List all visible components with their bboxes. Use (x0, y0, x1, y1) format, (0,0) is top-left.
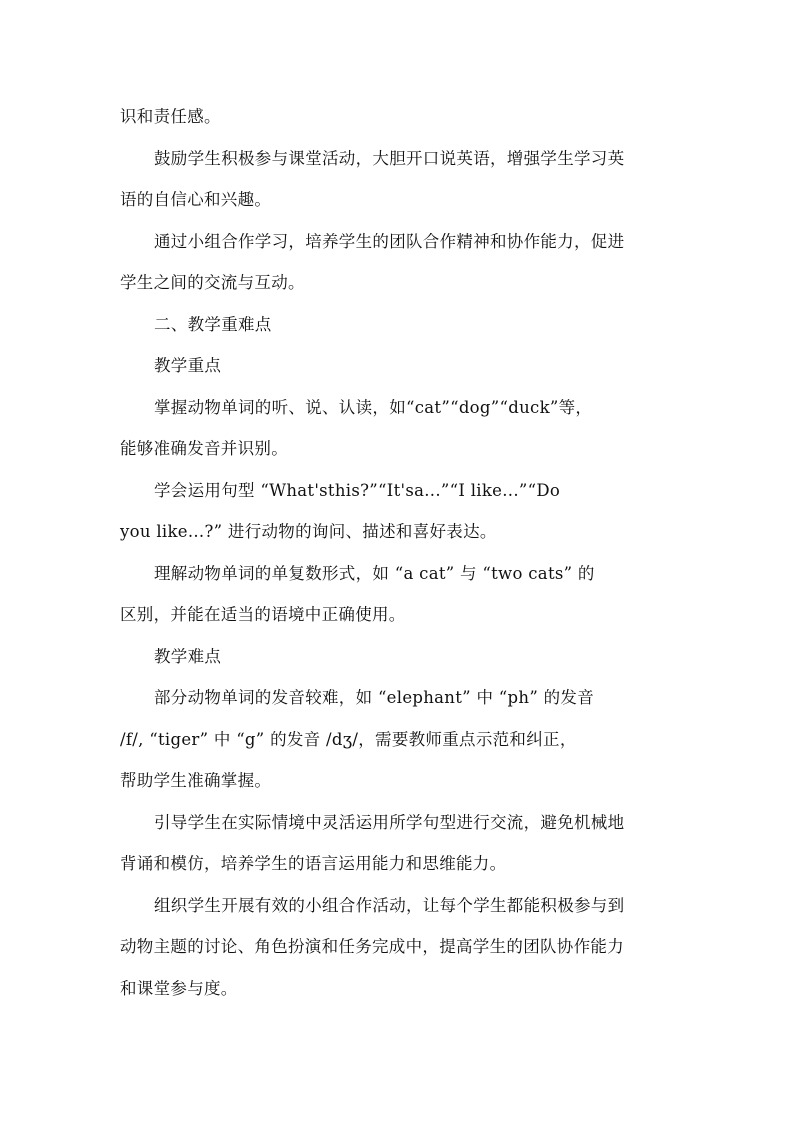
paragraph-line: 鼓励学生积极参与课堂活动，大胆开口说英语，增强学生学习英 (154, 148, 625, 168)
paragraph-line: 引导学生在实际情境中灵活运用所学句型进行交流，避免机械地 (154, 812, 625, 832)
paragraph-line: 识和责任感。 (120, 107, 221, 126)
subsection-heading: 教学难点 (154, 646, 222, 666)
paragraph-line: 学生之间的交流与互动。 (120, 273, 305, 292)
paragraph-line: 理解动物单词的单复数形式，如 “a cat” 与 “two cats” 的 (154, 563, 595, 583)
paragraph-line: 语的自信心和兴趣。 (120, 190, 272, 209)
paragraph-line: 背诵和模仿，培养学生的语言运用能力和思维能力。 (120, 854, 507, 873)
paragraph-line: 能够准确发音并识别。 (120, 439, 288, 458)
body-text (120, 96, 680, 1009)
paragraph-line: 和课堂参与度。 (120, 978, 238, 998)
paragraph-line: 掌握动物单词的听、说、认读，如“cat”“dog”“duck”等， (154, 397, 593, 417)
paragraph-line: 动物主题的讨论、角色扮演和任务完成中，提高学生的团队协作能力 (120, 937, 624, 956)
paragraph-line: 组织学生开展有效的小组合作活动，让每个学生都能积极参与到 (154, 895, 625, 915)
subsection-heading: 教学重点 (154, 356, 222, 375)
paragraph-line: 通过小组合作学习，培养学生的团队合作精神和协作能力，促进 (154, 231, 625, 251)
section-heading: 二、教学重难点 (154, 314, 272, 334)
paragraph-line: 帮助学生准确掌握。 (120, 771, 272, 790)
paragraph-line: /f/, “tiger” 中 “g” 的发音 /dʒ/，需要教师重点示范和纠正， (120, 729, 577, 749)
paragraph-line: 区别，并能在适当的语境中正确使用。 (120, 605, 406, 624)
paragraph-line: 部分动物单词的发音较难，如 “elephant” 中 “ph” 的发音 (154, 688, 594, 707)
paragraph-line: 学会运用句型 “What'sthis?”“It'sa...”“I like...”“Do (154, 480, 561, 500)
paragraph-line: you like...?” 进行动物的询问、描述和喜好表达。 (120, 522, 497, 541)
